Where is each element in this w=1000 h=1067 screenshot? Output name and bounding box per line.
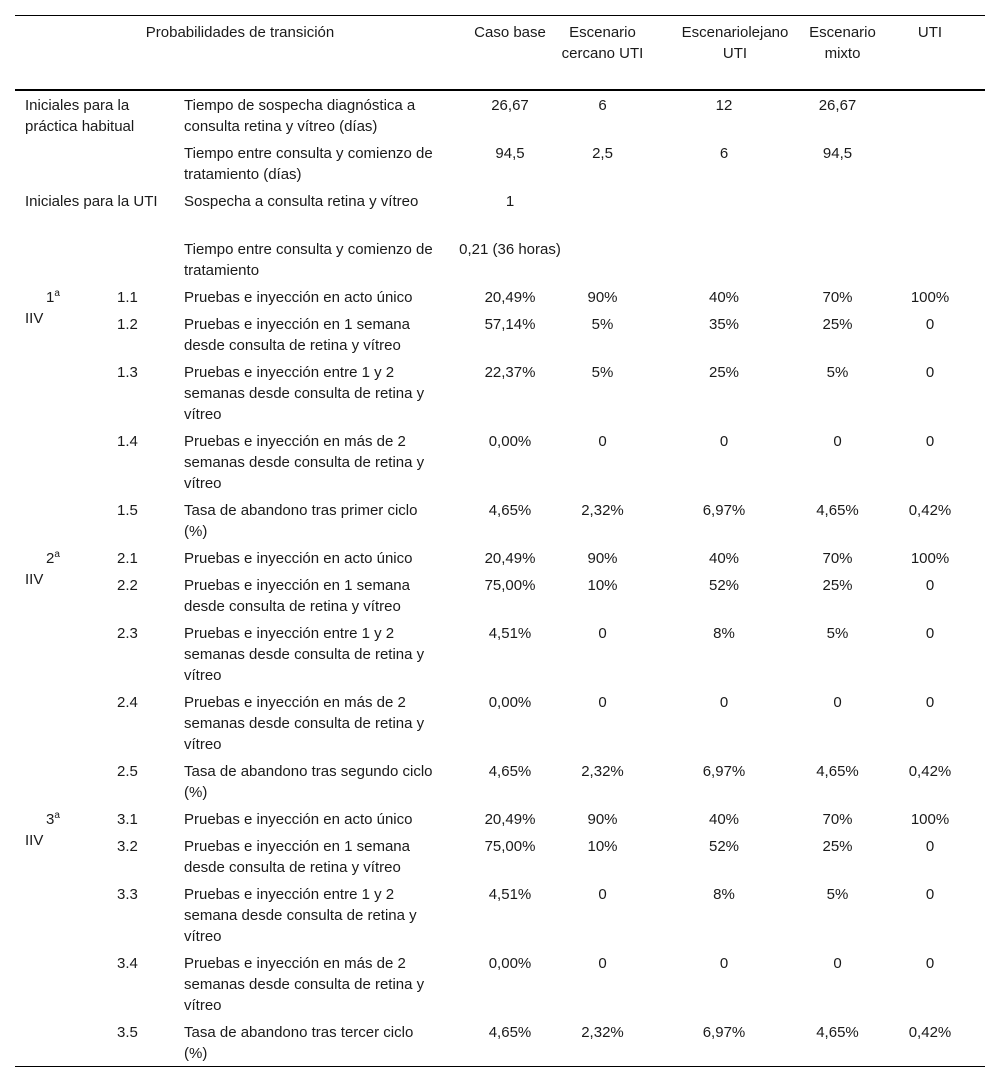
row-value-col-5: 0 <box>925 577 935 594</box>
row-description: Pruebas e inyección en 1 semana desde consulta de retina y vítreo <box>184 316 410 354</box>
row-value-col-5: 100% <box>910 550 950 567</box>
row-value-col-3: 0 <box>719 694 729 711</box>
row-value-col-4: 0 <box>833 694 842 711</box>
row-value-col-5: 0 <box>925 694 935 711</box>
row-sub-id: 3.4 <box>117 955 138 972</box>
row-value-col-2: 90% <box>587 550 618 567</box>
table-row <box>15 619 985 688</box>
row-description: Pruebas e inyección en acto único <box>184 289 413 306</box>
cycle-number: 1 <box>46 289 55 306</box>
row-sub-id: 2.1 <box>117 550 138 567</box>
header-col-caso-base: Caso base <box>474 24 546 41</box>
row-description: Tasa de abandono tras primer ciclo (%) <box>184 502 418 540</box>
row-description: Tasa de abandono tras segundo ciclo (%) <box>184 763 433 801</box>
cycle-number-sup: a <box>54 288 60 299</box>
table-row <box>15 139 985 187</box>
row-sub-id: 3.3 <box>117 886 138 903</box>
row-value-col-3: 40% <box>708 550 740 567</box>
row-description: Tiempo de sospecha diagnóstica a consulta retina y vítreo (días) <box>184 97 416 135</box>
row-value-col-1: 20,49% <box>484 550 536 567</box>
row-sub-id: 2.2 <box>117 577 138 594</box>
row-value-col-3: 6,97% <box>702 1024 746 1041</box>
row-value-col-4: 94,5 <box>822 145 853 162</box>
table-row <box>15 91 985 139</box>
row-sub-id: 3.1 <box>117 811 138 828</box>
table-row <box>15 949 985 1018</box>
row-value-col-4: 70% <box>822 289 853 306</box>
table-row <box>15 832 985 880</box>
row-value-col-4: 4,65% <box>816 763 859 780</box>
row-description: Pruebas e inyección en más de 2 semanas desde consulta de retina y vítreo <box>184 433 425 492</box>
row-value-col-2: 90% <box>587 811 618 828</box>
row-value-col-5: 0 <box>925 625 935 642</box>
row-value-col-3: 6 <box>719 145 729 162</box>
row-value-col-4: 5% <box>826 625 849 642</box>
row-value-col-3: 8% <box>713 886 735 903</box>
cycle-number: 3 <box>46 811 55 828</box>
row-value-col-4: 26,67 <box>818 97 857 114</box>
row-value-col-4: 25% <box>822 838 853 855</box>
row-sub-id: 1.3 <box>117 364 138 381</box>
row-description: Tasa de abandono tras tercer ciclo (%) <box>184 1024 414 1062</box>
row-sub-id: 1.1 <box>117 289 138 306</box>
row-value-col-4: 25% <box>822 577 853 594</box>
row-value-col-4: 0 <box>833 955 842 972</box>
header-col-uti: UTI <box>917 24 943 41</box>
row-value-col-2: 6 <box>598 97 607 114</box>
table-row <box>15 358 985 427</box>
cycle-iiv-label: IIV <box>25 571 44 588</box>
row-sub-id: 1.2 <box>117 316 138 333</box>
row-value-col-2: 0 <box>598 625 607 642</box>
row-description: Pruebas e inyección en acto único <box>184 550 413 567</box>
table-row <box>15 880 985 949</box>
row-value-col-1: 20,49% <box>484 289 536 306</box>
row-value-col-1: 4,51% <box>488 625 532 642</box>
row-value-col-3: 0 <box>719 955 729 972</box>
row-value-col-1: 0,21 (36 horas) <box>459 241 561 258</box>
row-value-col-2: 5% <box>591 316 614 333</box>
row-sub-id: 3.5 <box>117 1024 138 1041</box>
row-value-col-2: 5% <box>591 364 614 381</box>
table-row <box>15 427 985 496</box>
table-row <box>15 310 985 358</box>
row-value-col-3: 52% <box>708 577 740 594</box>
row-value-col-1: 20,49% <box>484 811 536 828</box>
header-col-escenario-lejano: Escenariolejano UTI <box>681 24 789 62</box>
row-value-col-2: 2,32% <box>581 502 624 519</box>
row-value-col-5: 0 <box>925 838 935 855</box>
row-sub-id: 2.5 <box>117 763 138 780</box>
row-section-label: Iniciales para la práctica habitual <box>25 97 135 135</box>
row-sub-id: 1.5 <box>117 502 138 519</box>
row-value-col-1: 75,00% <box>484 577 536 594</box>
row-value-col-5: 0,42% <box>908 502 952 519</box>
row-value-col-5: 100% <box>910 811 950 828</box>
row-value-col-1: 22,37% <box>484 364 536 381</box>
row-value-col-5: 0 <box>925 364 935 381</box>
header-col-escenario-mixto: Escenario mixto <box>809 24 876 62</box>
row-value-col-2: 0 <box>598 694 607 711</box>
row-value-col-3: 40% <box>708 811 740 828</box>
row-value-col-3: 35% <box>708 316 740 333</box>
row-value-col-4: 0 <box>833 433 842 450</box>
row-value-col-3: 12 <box>715 97 733 114</box>
table-row <box>15 757 985 805</box>
table-body <box>15 91 985 1066</box>
cycle-number: 2 <box>46 550 55 567</box>
row-value-col-5: 0 <box>925 433 935 450</box>
row-value-col-1: 4,65% <box>488 1024 532 1041</box>
row-sub-id: 1.4 <box>117 433 138 450</box>
row-value-col-4: 5% <box>826 364 849 381</box>
row-sub-id: 2.4 <box>117 694 138 711</box>
row-value-col-4: 70% <box>822 811 853 828</box>
row-value-col-2: 2,32% <box>581 763 624 780</box>
row-value-col-2: 2,32% <box>581 1024 624 1041</box>
row-value-col-3: 8% <box>713 625 735 642</box>
row-value-col-1: 94,5 <box>495 145 525 162</box>
row-value-col-3: 0 <box>719 433 729 450</box>
row-description: Pruebas e inyección en 1 semana desde consulta de retina y vítreo <box>184 838 410 876</box>
row-value-col-2: 0 <box>598 886 607 903</box>
cycle-number-sup: a <box>54 549 60 560</box>
row-description: Tiempo entre consulta y comienzo de tratamiento (días) <box>184 145 433 183</box>
row-description: Pruebas e inyección en acto único <box>184 811 413 828</box>
table-row <box>15 235 985 283</box>
row-value-col-4: 4,65% <box>816 1024 859 1041</box>
row-value-col-1: 4,65% <box>488 763 532 780</box>
row-description: Pruebas e inyección en más de 2 semanas desde consulta de retina y vítreo <box>184 955 425 1014</box>
row-value-col-1: 0,00% <box>488 694 532 711</box>
header-col-escenario-cercano: Escenario cercano UTI <box>561 24 644 62</box>
row-description: Pruebas e inyección en 1 semana desde consulta de retina y vítreo <box>184 577 410 615</box>
row-description: Pruebas e inyección entre 1 y 2 semanas desde consulta de retina y vítreo <box>184 625 425 684</box>
row-description: Pruebas e inyección entre 1 y 2 semana desde consulta de retina y vítreo <box>184 886 417 945</box>
row-value-col-3: 6,97% <box>702 502 746 519</box>
row-description: Sospecha a consulta retina y vítreo <box>184 193 419 210</box>
table-row <box>15 496 985 544</box>
row-value-col-1: 57,14% <box>484 316 536 333</box>
row-value-col-4: 4,65% <box>816 502 859 519</box>
row-value-col-2: 0 <box>598 955 607 972</box>
header-title: Probabilidades de transición <box>145 24 335 41</box>
row-value-col-4: 70% <box>822 550 853 567</box>
table-header <box>15 16 985 89</box>
row-value-col-1: 4,65% <box>488 502 532 519</box>
row-value-col-3: 40% <box>708 289 740 306</box>
row-value-col-5: 0,42% <box>908 1024 952 1041</box>
row-sub-id: 2.3 <box>117 625 138 642</box>
row-value-col-2: 0 <box>598 433 607 450</box>
row-value-col-3: 25% <box>708 364 740 381</box>
row-value-col-2: 10% <box>587 577 618 594</box>
row-section-label: Iniciales para la UTI <box>25 193 158 210</box>
row-description: Pruebas e inyección en más de 2 semanas desde consulta de retina y vítreo <box>184 694 425 753</box>
table-row <box>15 187 985 235</box>
row-value-col-4: 25% <box>822 316 853 333</box>
row-value-col-5: 0,42% <box>908 763 952 780</box>
row-value-col-5: 0 <box>925 316 935 333</box>
cycle-number-sup: a <box>54 810 60 821</box>
table-row <box>15 1018 985 1066</box>
row-sub-id: 3.2 <box>117 838 138 855</box>
cycle-iiv-label: IIV <box>25 832 44 849</box>
row-value-col-1: 0,00% <box>488 433 532 450</box>
row-description: Tiempo entre consulta y comienzo de tratamiento <box>184 241 433 279</box>
row-value-col-3: 6,97% <box>702 763 746 780</box>
row-description: Pruebas e inyección entre 1 y 2 semanas desde consulta de retina y vítreo <box>184 364 425 423</box>
row-value-col-1: 4,51% <box>488 886 532 903</box>
cycle-iiv-label: IIV <box>25 310 44 327</box>
row-value-col-3: 52% <box>708 838 740 855</box>
row-value-col-5: 0 <box>925 886 935 903</box>
row-value-col-1: 0,00% <box>488 955 532 972</box>
row-value-col-1: 26,67 <box>491 97 529 114</box>
row-value-col-2: 10% <box>587 838 618 855</box>
row-value-col-2: 90% <box>587 289 618 306</box>
row-value-col-5: 100% <box>910 289 950 306</box>
transition-probabilities-table <box>15 15 985 1067</box>
row-value-col-4: 5% <box>826 886 849 903</box>
row-value-col-1: 75,00% <box>484 838 536 855</box>
row-value-col-1: 1 <box>505 193 515 210</box>
table-row <box>15 571 985 619</box>
row-value-col-2: 2,5 <box>592 145 613 162</box>
row-value-col-5: 0 <box>925 955 935 972</box>
table-row <box>15 688 985 757</box>
